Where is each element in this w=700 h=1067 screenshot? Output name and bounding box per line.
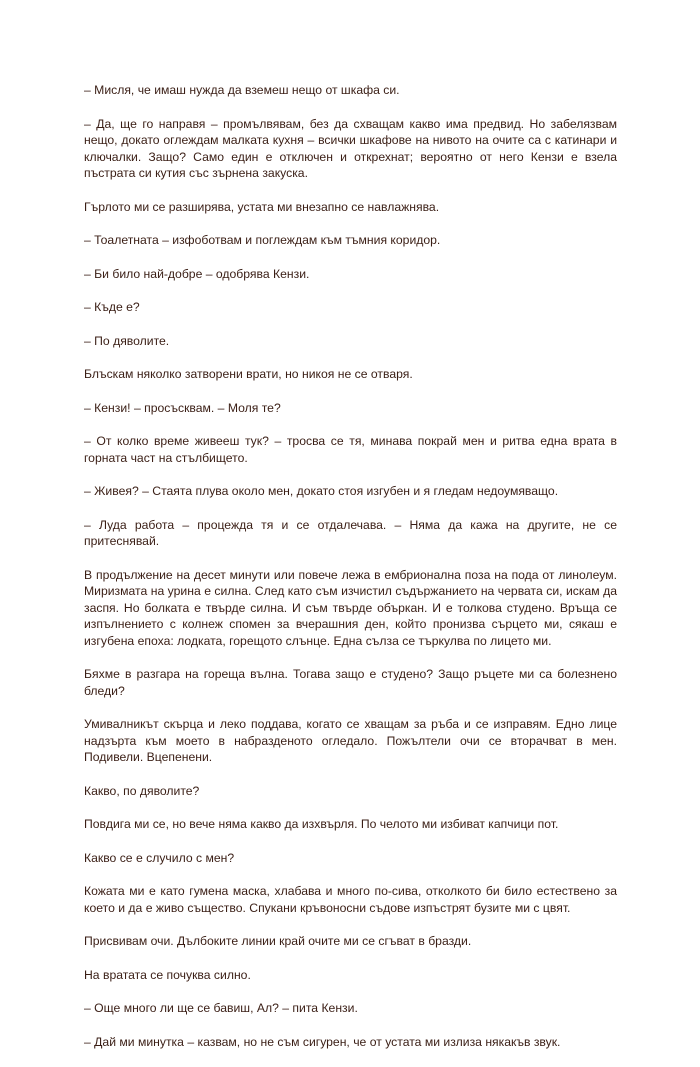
- body-text: [84, 82, 617, 1067]
- paragraph: – Дай ми минутка – казвам, но не съм сигурен, че от устата ми излиза някакъв звук.: [84, 1034, 561, 1049]
- paragraph: На вратата се почуква силно.: [84, 967, 251, 982]
- paragraph: Бяхме в разгара на гореща вълна. Тогава защо е студено? Защо ръцете ми са болезнено бледи?: [84, 667, 617, 698]
- paragraph: – Луда работа – процежда тя и се отдалечава. – Няма да кажа на другите, не се притеснявай.: [84, 517, 617, 548]
- paragraph: – Кензи! – просъсквам. – Моля те?: [84, 400, 281, 415]
- paragraph: – От колко време живееш тук? – тросва се тя, минава покрай мен и ритва една врата в горната част на стълбището.: [84, 434, 617, 465]
- paragraph: – Мисля, че имаш нужда да вземеш нещо от шкафа си.: [84, 83, 400, 97]
- paragraph: – Тоалетната – изфоботвам и поглеждам към тъмния коридор.: [84, 233, 441, 247]
- paragraph: Какво се е случило с мен?: [84, 850, 235, 865]
- paragraph: – Още много ли ще се бавиш, Ал? – пита Кензи.: [84, 1001, 358, 1015]
- paragraph: Умивалникът скърца и леко поддава, когато се хващам за ръба и се изправям. Едно лице надзърта към моето в набразденото огледало. Пожълтели очи се вторачват в мен. Подивели. Вцепенени.: [84, 717, 617, 764]
- paragraph: Гърлото ми се разширява, устата ми внезапно се навлажнява.: [84, 199, 440, 214]
- paragraph: – Би било най-добре – одобрява Кензи.: [84, 266, 310, 281]
- paragraph: – По дяволите.: [84, 333, 170, 348]
- paragraph: В продължение на десет минути или повече лежа в ембрионална поза на пода от линолеум. Миризмата на урина е силна. След като съм изчистил съдържанието на червата си, искам да заспя. Но болката е твърде силна. И съм твърде объркан. И е толкова студено. Връща се изпълнението с колнеж спомен за вчерашния ден, който пронизва сърцето ми, сякаш е изгубена епоха: лодката, горещото слънце. Една сълза се търкулва по лицето ми.: [84, 567, 617, 648]
- paragraph: Кожата ми е като гумена маска, хлабава и много по-сива, отколкото би било естествено за което и да е живо същество. Спукани кръвоносни съдове изпъстрят бузите ми с цвят.: [84, 884, 617, 915]
- paragraph: Какво, по дяволите?: [84, 783, 200, 798]
- paragraph: – Живея? – Стаята плува около мен, докато стоя изгубен и я гледам недоумяващо.: [84, 484, 559, 498]
- paragraph: Повдига ми се, но вече няма какво да изхвърля. По челото ми избиват капчици пот.: [84, 817, 559, 831]
- paragraph: Присвивам очи. Дълбоките линии край очите ми се сгъват в бразди.: [84, 934, 472, 948]
- paragraph: – Да, ще го направя – промълвявам, без да схващам какво има предвид. Но забелязвам нещо, докато оглеждам малката кухня – всички шкафове на нивото на очите са с катинари и ключалки. Защо? Само един е отключен и открехнат; вероятно от него Кензи е взела пъстрата си кутия със зърнена закуска.: [84, 116, 617, 180]
- paragraph: Блъскам няколко затворени врати, но никоя не се отваря.: [84, 367, 413, 381]
- paragraph: – Къде е?: [84, 300, 140, 314]
